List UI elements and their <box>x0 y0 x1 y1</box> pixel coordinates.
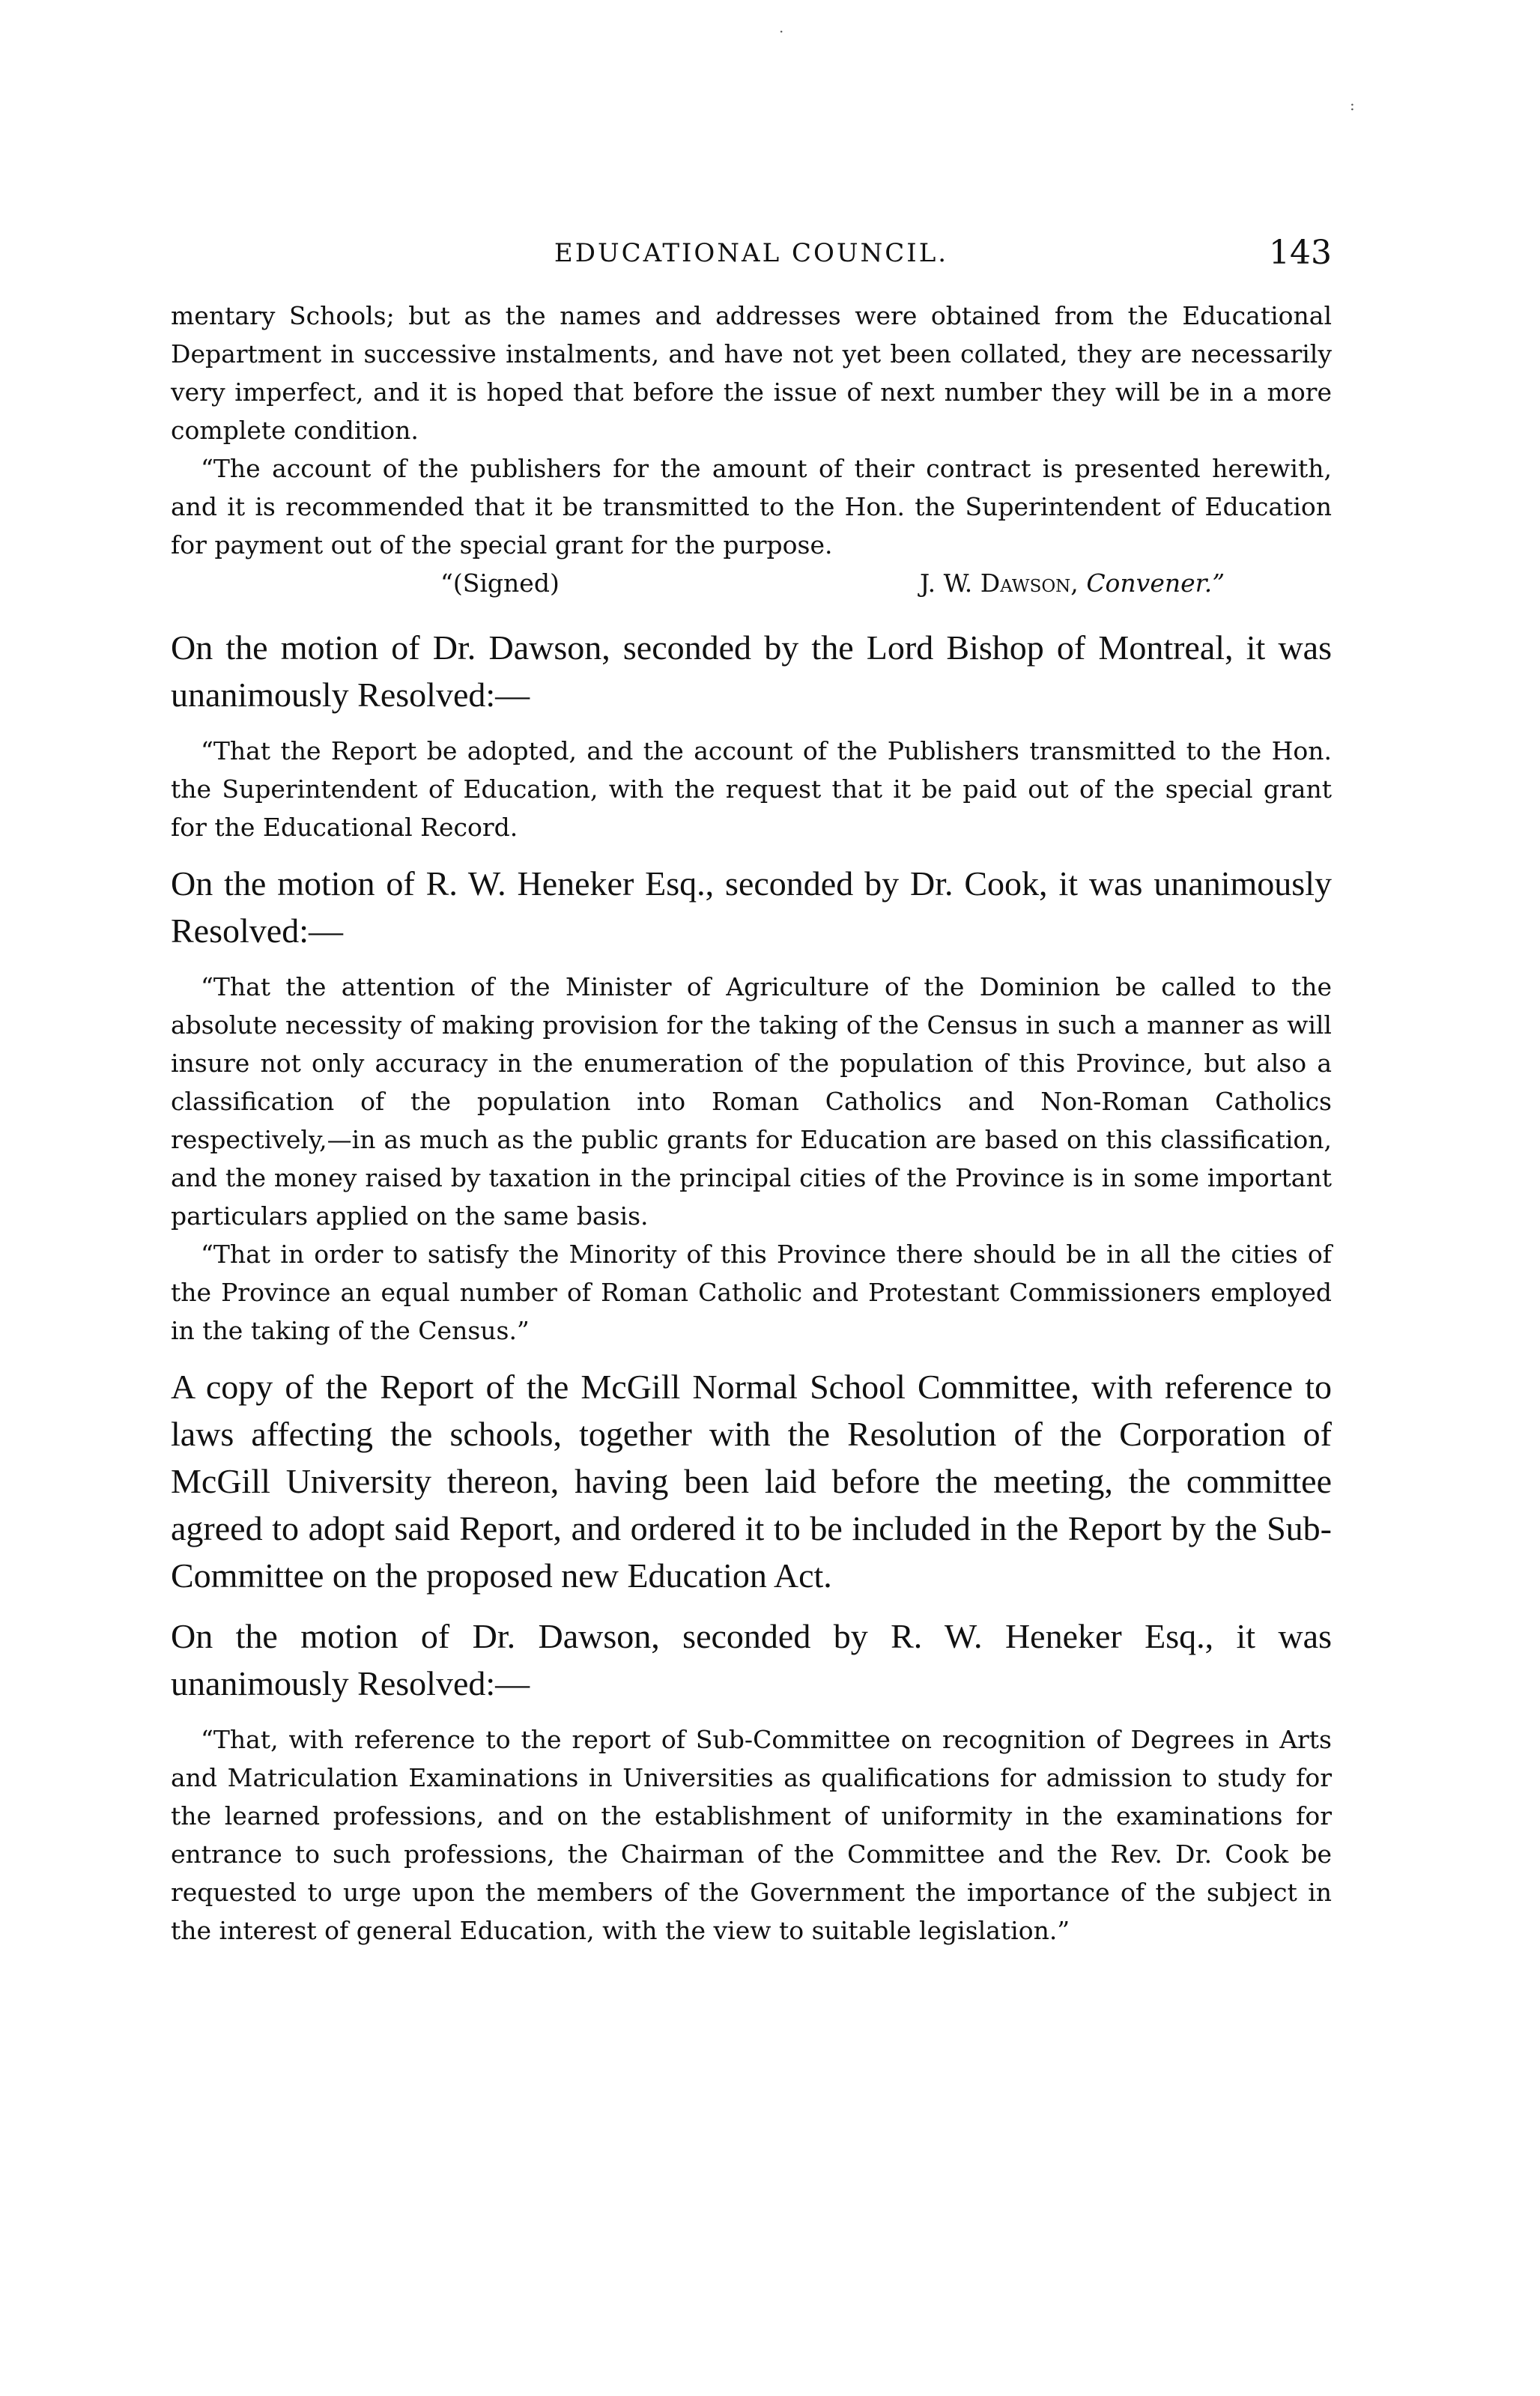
paragraph-continuation: mentary Schools; but as the names and addresses were obtained from the Educational Department in successive instalments, and have not yet been collated, they are necessarily very imperfect, and it is hoped that before the issue of next number they will be in a more complete condition. <box>171 301 1332 445</box>
scan-speck: : <box>1350 96 1355 114</box>
running-head <box>171 234 1332 283</box>
signatory-surname: Dawson, <box>980 568 1079 598</box>
resolution-report-adopted: “That the Report be adopted, and the account of the Publishers transmitted to the Hon. the Superintendent of Education, with the request that it be paid out of the special grant for the Educational Record. <box>171 736 1332 842</box>
page-number: 143 <box>1269 234 1332 272</box>
signatory-role: Convener.” <box>1086 568 1225 598</box>
running-title: EDUCATIONAL COUNCIL. <box>554 238 949 268</box>
motion-dawson-heneker: On the motion of Dr. Dawson, seconded by R. W. Heneker Esq., it was unanimously Resolved:— <box>171 1617 1332 1702</box>
motion-dawson-bishop: On the motion of Dr. Dawson, seconded by the Lord Bishop of Montreal, it was unanimously Resolved:— <box>171 628 1332 714</box>
signed-label: “(Signed) <box>440 568 560 598</box>
mcgill-report-paragraph: A copy of the Report of the McGill Normal School Committee, with reference to laws affecting the schools, together with the Resolution of the Corporation of McGill University thereon, having been laid before the meeting, the committee agreed to adopt said Report, and ordered it to be included in the Report by the Sub-Committee on the proposed new Education Act. <box>171 1368 1332 1595</box>
paragraph-publishers-account: “The account of the publishers for the amount of their contract is presented herewith, and it is recommended that it be transmitted to the Hon. the Superintendent of Education for payment out of the special grant for the purpose. <box>171 454 1332 559</box>
signatory <box>920 564 1225 602</box>
resolution-degrees-recognition: “That, with reference to the report of Sub-Committee on recognition of Degrees in Arts and Matriculation Examinations in Universities as qualifications for admission to study for the learned professions, and on the establishment of uniformity in the examinations for entrance to such professions, the Chairman of the Committee and the Rev. Dr. Cook be requested to urge upon the members of the Government the importance of the subject in the interest of general Education, with the view to suitable legislation.” <box>171 1725 1332 1945</box>
signature-line <box>171 564 1332 606</box>
motion-heneker-cook: On the motion of R. W. Heneker Esq., seconded by Dr. Cook, it was unanimously Resolved:— <box>171 864 1332 950</box>
resolution-census-attention: “That the attention of the Minister of Agriculture of the Dominion be called to the absolute necessity of making provision for the taking of the Census in such a manner as will insure not only accuracy in the enumeration of the population of this Province, but also a classification of the population into Roman Catholics and Non-Roman Catholics respectively,—in as much as the public grants for Education are based on this classification, and the money raised by taxation in the principal cities of the Province is in some important particulars applied on the same basis. <box>171 972 1332 1231</box>
page-body <box>171 234 1332 1950</box>
scan-speck: · <box>779 22 784 40</box>
signatory-initials: J. W. <box>920 568 973 598</box>
resolution-census-commissioners: “That in order to satisfy the Minority of this Province there should be in all the cities of the Province an equal number of Roman Catholic and Protestant Commissioners employed in the taking of the Census.” <box>171 1240 1332 1345</box>
